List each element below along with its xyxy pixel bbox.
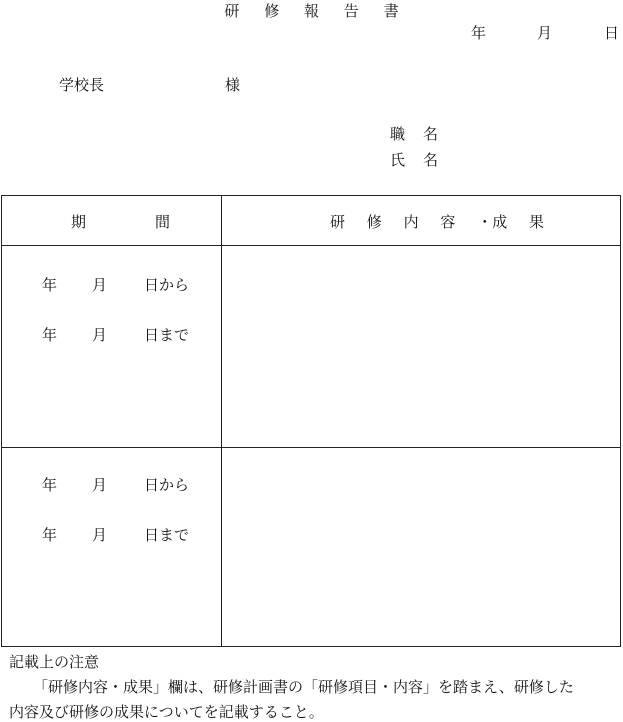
name-label-char-2: 名 bbox=[423, 151, 439, 169]
row1-to-day: 日まで bbox=[144, 326, 190, 344]
notes-line-1: 「研修内容・成果」欄は、研修計画書の「研修項目・内容」を踏まえ、研修した bbox=[33, 678, 574, 696]
report-table bbox=[1, 195, 621, 647]
title-char: 報 bbox=[303, 2, 319, 20]
row2-to-year: 年 bbox=[42, 526, 58, 544]
content-header-char: 果 bbox=[528, 213, 544, 231]
content-header-char: ・成 bbox=[477, 213, 508, 231]
content-header-char: 研 bbox=[330, 213, 346, 231]
title-char: 研 bbox=[224, 2, 240, 20]
job-label-char-2: 名 bbox=[423, 125, 439, 143]
date-day-label: 日 bbox=[604, 24, 620, 42]
row1-to-month: 月 bbox=[92, 326, 108, 344]
content-header-char: 容 bbox=[440, 213, 456, 231]
content-header-char: 修 bbox=[366, 213, 382, 231]
row2-from-month: 月 bbox=[92, 476, 108, 494]
table-row-divider bbox=[2, 447, 620, 448]
title-char: 告 bbox=[343, 2, 359, 20]
row1-from-month: 月 bbox=[92, 276, 108, 294]
notes-line-2: 内容及び研修の成果についてを記載すること。 bbox=[9, 703, 324, 721]
document-title bbox=[0, 0, 623, 21]
job-label-char-1: 職 bbox=[390, 125, 406, 143]
title-char: 書 bbox=[383, 2, 399, 20]
content-header-char: 内 bbox=[403, 213, 419, 231]
addressee-honorific: 様 bbox=[225, 76, 241, 94]
row2-to-day: 日まで bbox=[144, 526, 190, 544]
date-year-label: 年 bbox=[471, 24, 487, 42]
table-column-divider bbox=[221, 196, 222, 646]
row1-from-day: 日から bbox=[144, 276, 190, 294]
table-header-divider bbox=[2, 245, 620, 246]
period-header-char-2: 間 bbox=[155, 213, 171, 231]
notes-heading: 記載上の注意 bbox=[9, 653, 100, 671]
row2-to-month: 月 bbox=[92, 526, 108, 544]
content-result-header bbox=[330, 211, 561, 232]
row1-from-year: 年 bbox=[42, 276, 58, 294]
date-month-label: 月 bbox=[537, 24, 553, 42]
period-header-char-1: 期 bbox=[71, 213, 87, 231]
row2-from-day: 日から bbox=[144, 476, 190, 494]
row2-from-year: 年 bbox=[42, 476, 58, 494]
addressee-principal: 学校長 bbox=[59, 76, 105, 94]
name-label-char-1: 氏 bbox=[390, 151, 406, 169]
title-char: 修 bbox=[264, 2, 280, 20]
row1-to-year: 年 bbox=[42, 326, 58, 344]
